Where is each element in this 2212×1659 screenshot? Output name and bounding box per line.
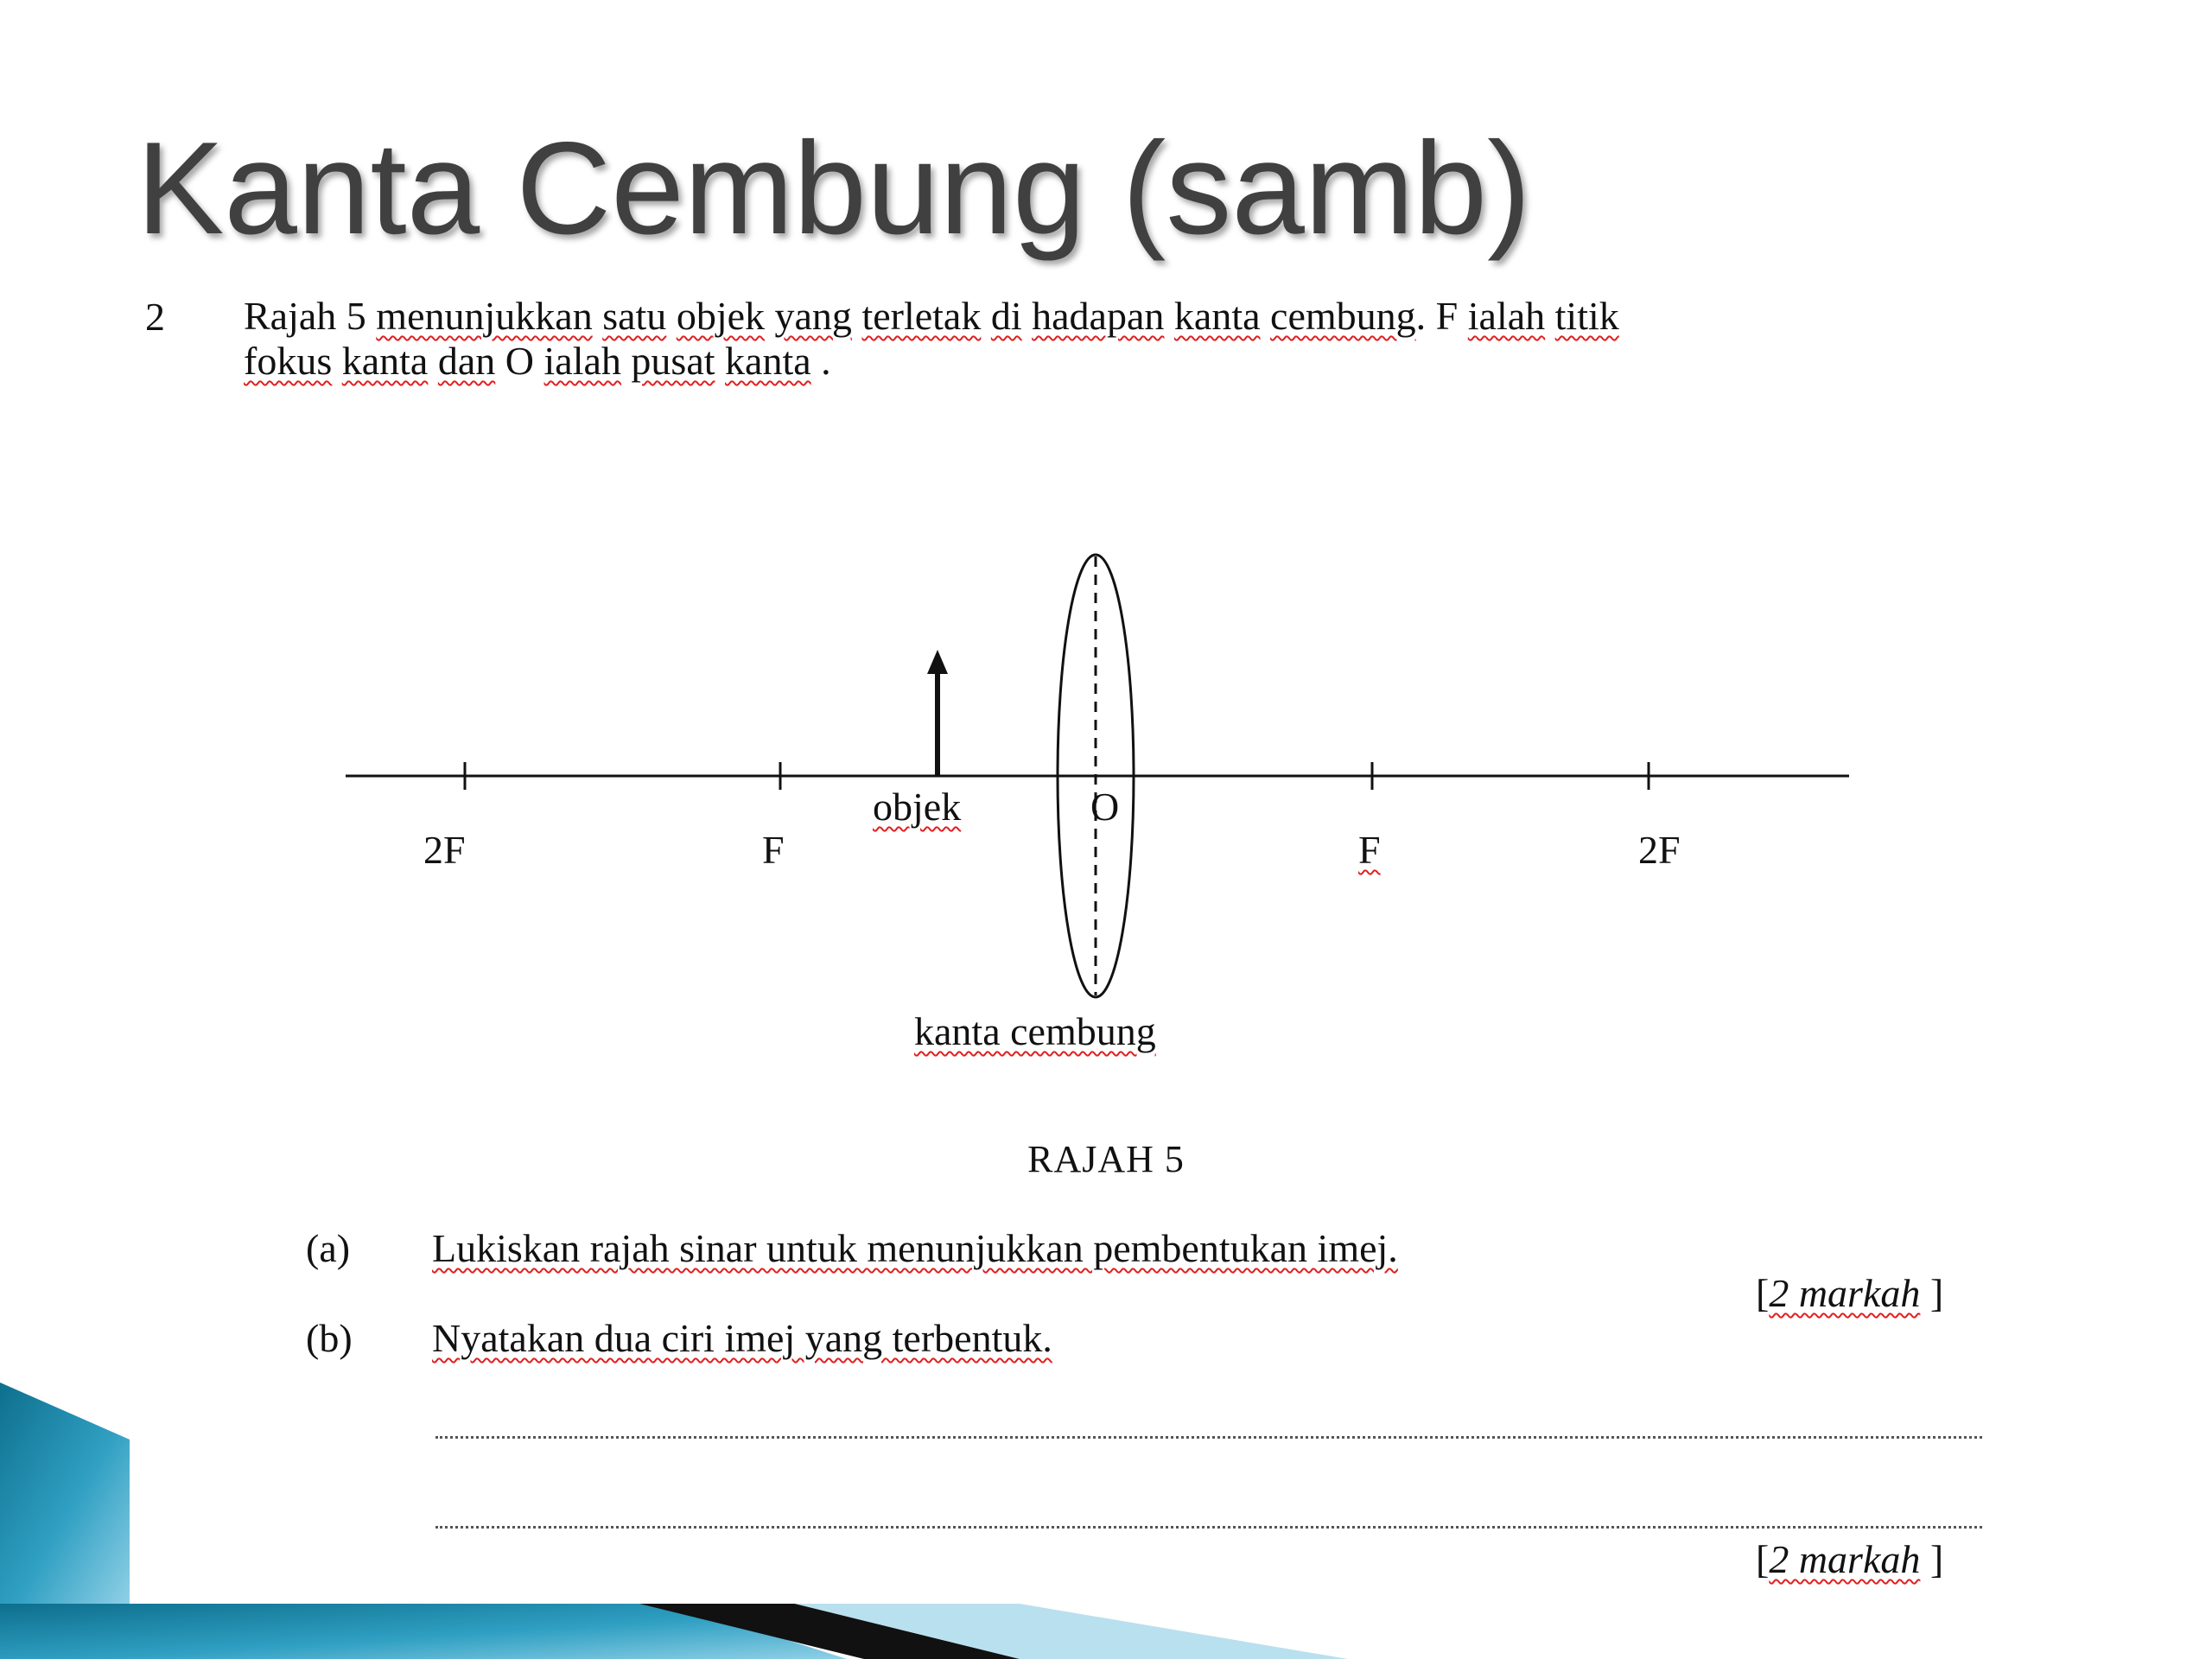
question-word [593, 294, 603, 338]
label-right-f: F [1358, 828, 1381, 872]
question-word: dan [437, 339, 496, 383]
question-word: hadapan [1032, 294, 1165, 338]
part-b-marks: [2 markah ] [1756, 1537, 1944, 1581]
question-word [1022, 294, 1033, 338]
part-b-text: Nyatakan dua ciri imej yang terbentuk. [432, 1316, 1052, 1360]
object-arrow-head [927, 650, 948, 674]
question-word [981, 294, 991, 338]
question-word: fokus [244, 339, 333, 383]
question-word: titik [1554, 294, 1619, 338]
question-word: O [495, 339, 544, 383]
part-a-text: Lukiskan rajah sinar untuk menunjukkan pembentukan imej. [432, 1226, 1398, 1270]
question-word [621, 339, 632, 383]
question-word: . F [1415, 294, 1468, 338]
question-word [765, 294, 775, 338]
question-word [666, 294, 677, 338]
label-left-f: F [762, 828, 785, 872]
question-word [1261, 294, 1271, 338]
question-number: 2 [145, 295, 165, 339]
question-word: yang [774, 294, 852, 338]
question-word: cembung [1270, 294, 1416, 338]
question-word: kanta [725, 339, 811, 383]
question-word [1545, 294, 1555, 338]
label-center-o: O [1090, 785, 1120, 829]
label-right-2f: 2F [1638, 828, 1681, 872]
question-word [332, 339, 342, 383]
part-a-marks: [2 markah ] [1756, 1271, 1944, 1315]
question-word [428, 339, 438, 383]
question-word: kanta [341, 339, 429, 383]
question-word: kanta [1173, 294, 1261, 338]
question-word: di [990, 294, 1022, 338]
lens-diagram [0, 518, 2212, 1123]
part-a-marks-value: 2 markah [1769, 1271, 1921, 1315]
question-word: ialah [1467, 294, 1546, 338]
question-word [715, 339, 726, 383]
question-word: objek [676, 294, 766, 338]
part-b-label: (b) [306, 1316, 353, 1360]
question-word: terletak [861, 294, 982, 338]
question-text [244, 294, 1972, 384]
question-word [852, 294, 862, 338]
question-word [1164, 294, 1174, 338]
question-word: ialah [543, 339, 621, 383]
part-a-label: (a) [306, 1226, 351, 1270]
question-word: satu [602, 294, 667, 338]
question-word: pusat [631, 339, 715, 383]
part-b-marks-value: 2 markah [1769, 1537, 1921, 1581]
label-lens: kanta cembung [914, 1009, 1156, 1053]
slide-decoration [0, 1382, 2212, 1659]
slide-title: Kanta Cembung (samb) [137, 115, 1531, 262]
question-word: menunjukkan [376, 294, 593, 338]
figure-caption: RAJAH 5 [1027, 1138, 1185, 1180]
question-word: . [810, 339, 831, 383]
question-word: Rajah 5 [244, 294, 377, 338]
label-left-2f: 2F [423, 828, 466, 872]
label-object: objek [873, 785, 962, 829]
decor-left-band [0, 1382, 130, 1604]
